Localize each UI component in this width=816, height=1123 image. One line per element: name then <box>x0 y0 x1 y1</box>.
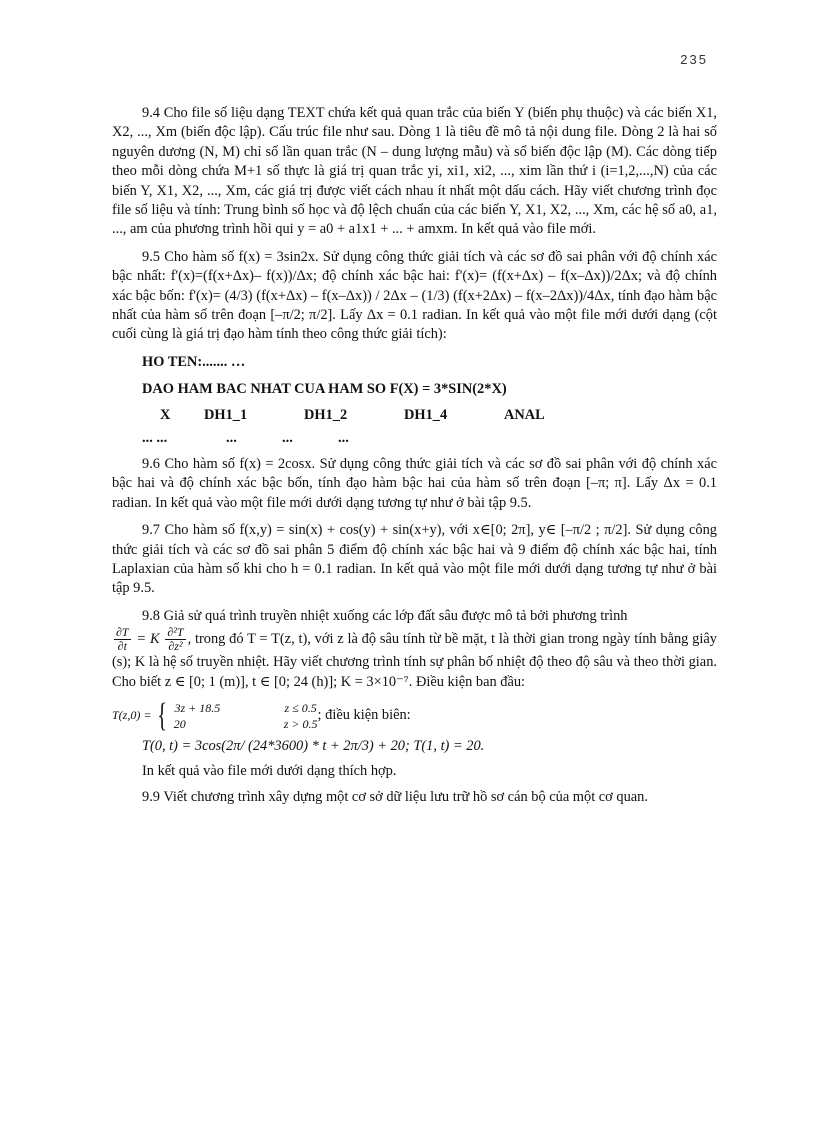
dots-cell: ... <box>282 429 293 446</box>
col-dh1-4: DH1_4 <box>404 406 448 423</box>
boundary-label: ; điều kiện biên: <box>317 707 411 724</box>
dots-cell: ... <box>226 429 237 446</box>
boundary-condition: T(0, t) = 3cos(2π/ (24*3600) * t + 2π/3) + 20; T(1, t) = 20. <box>142 737 485 754</box>
case-value: 3z + 18.5 <box>174 700 221 715</box>
ho-ten-line: HO TEN:....... … <box>142 353 246 370</box>
col-anal: ANAL <box>504 406 545 423</box>
frac-den: ∂t <box>117 639 127 654</box>
exercise-9-9: 9.9 Viết chương trình xây dựng một cơ sở dữ liệu lưu trữ hồ sơ cán bộ của một cơ quan. <box>142 788 648 805</box>
exercise-9-8-end: In kết quả vào file mới dưới dạng thích hợp. <box>142 762 397 779</box>
exercise-9-8-text: , trong đó T = T(z, t), với z là độ sâu tính từ bề mặt, t là thời gian trong ngày tính bằng giây (s); K là hệ số truyền nhiệt. Hãy viết chương trình tính sự phân bố nhiệt độ theo độ sâu và theo thời gian. Cho biết z ∈ [0; 1 (m)], t ∈ [0; 24 (h)]; K = 3×10⁻⁷. Điều kiện ban đầu: <box>112 630 717 690</box>
dao-ham-title: DAO HAM BAC NHAT CUA HAM SO F(X) = 3*SIN(2*X) <box>142 380 507 397</box>
exercise-9-5: 9.5 Cho hàm số f(x) = 3sin2x. Sử dụng công thức giải tích và các sơ đồ sai phân với độ chính xác bậc nhất: f'(x)=(f(x+Δx)– f(x))/Δx; độ chính xác bậc hai: f'(x)= (f(x+Δx) – f(x–Δx))/2Δx; và độ chính xác bậc bốn: f'(x)= (4/3) (f(x+Δx) – f(x–Δx)) / 2Δx – (1/3) (f(x+2Δx) – f(x–2Δx))/4Δx, tính đạo hàm bậc nhất của hàm số trên đoạn [–π/2; π/2]. Lấy Δx = 0.1 radian. In kết quả vào một file mới dưới dạng (cột cuối cùng là giá trị đạo hàm tính theo công thức giải tích): <box>112 248 717 343</box>
dots-cell: ... ... <box>142 429 168 446</box>
initial-lhs: T(z,0) = <box>112 708 152 723</box>
dots-row <box>142 430 717 447</box>
exercise-9-6: 9.6 Cho hàm số f(x) = 2cosx. Sử dụng công thức giải tích và các sơ đồ sai phân với độ chính xác bậc hai và độ chính xác bậc bốn, tính đạo hàm bậc hai của hàm số trên đoạn [–π; π]. Lấy Δx = 0.1 radian. In kết quả vào một file mới dưới dạng tương tự như ở bài tập 9.5. <box>112 455 717 511</box>
frac-num: ∂T <box>116 625 129 640</box>
col-x: X <box>160 406 171 423</box>
col-dh1-1: DH1_1 <box>204 406 248 423</box>
heat-eq-k: = K <box>136 630 160 647</box>
exercise-9-8-intro: 9.8 Giả sử quá trình truyền nhiệt xuống các lớp đất sâu được mô tả bởi phương trình <box>142 607 628 624</box>
dots-cell: ... <box>338 429 349 446</box>
exercise-9-7: 9.7 Cho hàm số f(x,y) = sin(x) + cos(y) + sin(x+y), với x∈[0; 2π], y∈ [–π/2 ; π/2]. Sử dụng công thức giải tích và các sơ đồ sai phân 5 điểm độ chính xác bậc hai và 9 điểm độ chính xác bậc hai, tính Laplaxian của hàm số khi cho h = 0.1 radian. In kết quả vào một file mới dưới dạng tương tự như ở bài tập 9.5. <box>112 522 717 597</box>
initial-condition <box>112 696 717 734</box>
case-condition: z ≤ 0.5 <box>284 700 317 715</box>
output-columns <box>142 407 717 424</box>
frac-num: ∂²T <box>167 625 184 640</box>
heat-eq-rhs <box>165 626 185 653</box>
exercise-9-4: 9.4 Cho file số liệu dạng TEXT chứa kết quả quan trắc của biến Y (biến phụ thuộc) và các biến X1, X2, ..., Xm (biến độc lập). Cấu trúc file như sau. Dòng 1 là tiêu đề mô tả nội dung file. Dòng 2 là hai số nguyên dương (N, M) chỉ số lần quan trắc (N – dung lượng mẫu) và số biến độc lập (M). Các dòng tiếp theo mỗi dòng chứa M+1 số thực là giá trị quan trắc yi, xi1, xi2, ..., xim lần thứ i (i=1,2,...,N) của các biến Y, X1, X2, ..., Xm, các giá trị được viết cách nhau ít nhất một dấu cách. Hãy viết chương trình đọc file số liệu và tính: Trung bình số học và độ lệch chuẩn của các biến Y, X1, X2, ..., Xm, các hệ số a0, a1, ..., am của phương trình hồi qui y = a0 + a1x1 + ... + amxm. In kết quả vào file mới. <box>112 105 717 238</box>
exercise-9-8-body <box>112 626 717 692</box>
left-brace: { <box>157 696 168 734</box>
case-condition: z > 0.5 <box>283 716 318 731</box>
col-dh1-2: DH1_2 <box>304 406 348 423</box>
page-content <box>112 104 717 815</box>
heat-eq-lhs <box>114 626 131 653</box>
case-value: 20 <box>173 716 186 731</box>
initial-cases <box>174 700 318 732</box>
frac-den: ∂z² <box>168 639 183 654</box>
page-number: 235 <box>680 52 708 67</box>
